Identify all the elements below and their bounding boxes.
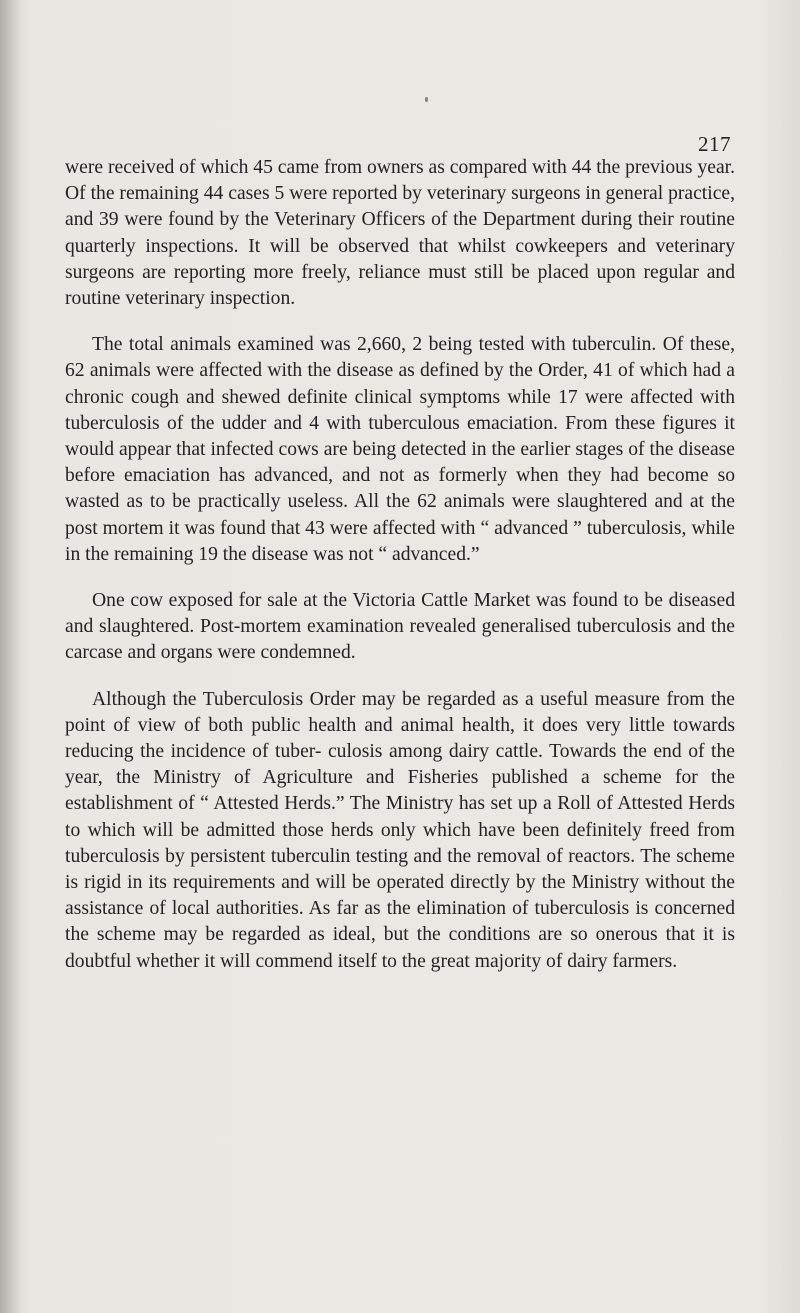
binding-shadow — [0, 0, 22, 1313]
body-text — [65, 155, 735, 995]
paragraph-3: One cow exposed for sale at the Victoria Cattle Market was found to be diseased and slaughtered. Post-mortem examination revealed generalised tuberculosis and the carcase and organs were condemned. — [65, 590, 735, 664]
paragraph-2: The total animals examined was 2,660, 2 being tested with tuberculin. Of these, 62 animals were affected with the disease as defined by the Order, 41 of which had a chronic cough and shewed definite clinical symptoms while 17 were affected with tuberculosis of the udder and 4 with tuberculous emaciation. From these figures it would appear that infected cows are being detected in the earlier stages of the disease before emaciation has advanced, and not as formerly when they had become so wasted as to be practically useless. All the 62 animals were slaughtered and at the post mortem it was found that 43 were affected with “ advanced ” tuberculosis, while in the remaining 19 the disease was not “ advanced.” — [65, 334, 735, 565]
paragraph-1: were received of which 45 came from owners as compared with 44 the previous year. Of the remaining 44 cases 5 were reported by veterinary surgeons in general practice, and 39 were found by the Veterinary Officers of the Department during their routine quarterly inspections. It will be observed that whilst cowkeepers and veterinary surgeons are reporting more freely, reliance must still be placed upon regular and routine veterinary inspection. — [65, 157, 735, 310]
page-number: 217 — [698, 132, 731, 156]
paper-speck — [425, 97, 428, 102]
paragraph-4: Although the Tuberculosis Order may be regarded as a useful measure from the point of view of both public health and animal health, it does very little towards reducing the incidence of tuber- culosis among dairy cattle. Towards the end of the year, the Ministry of Agriculture and Fisheries published a scheme for the establishment of “ Attested Herds.” The Ministry has set up a Roll of Attested Herds to which will be admitted those herds only which have been definitely freed from tuberculosis by persistent tuberculin testing and the removal of reactors. The scheme is rigid in its requirements and will be operated directly by the Ministry without the assistance of local authorities. As far as the elimination of tuberculosis is concerned the scheme may be regarded as ideal, but the conditions are so onerous that it is doubtful whether it will commend itself to the great majority of dairy farmers. — [65, 688, 735, 972]
